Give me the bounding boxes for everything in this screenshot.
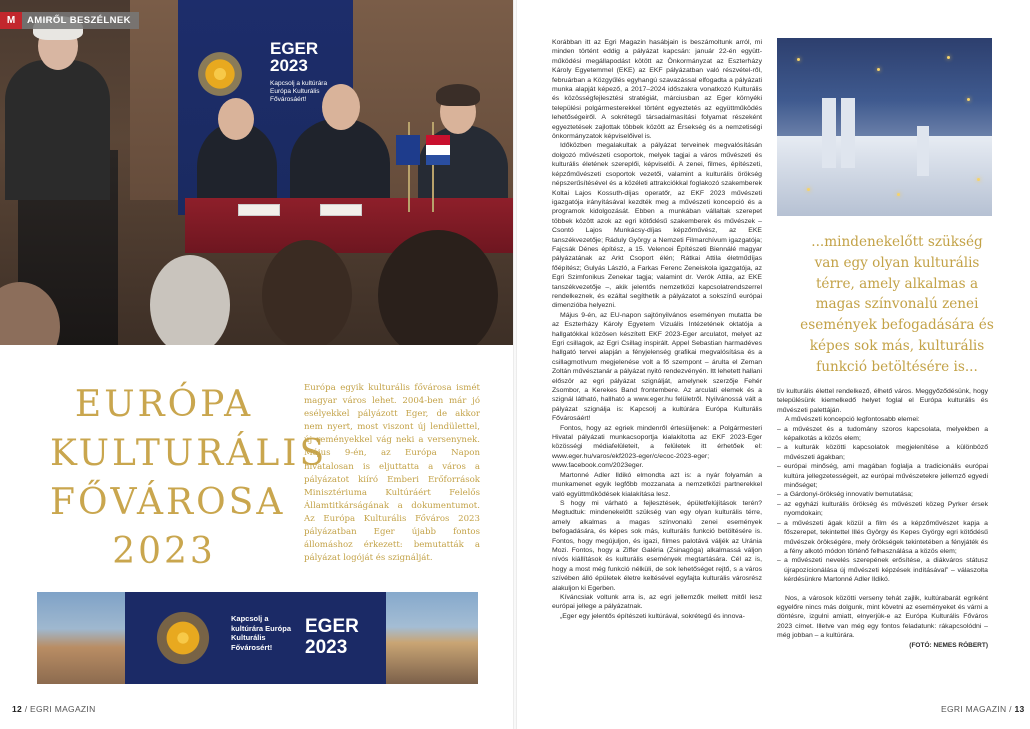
pull-quote: ...mindenekelőtt szükség van egy olyan kulturális térre, amely alkalmas a magas színvonalú zenei események befogadására és képes sok más, kulturális funkció betöltésére is... [800,234,994,375]
eu-flag-icon [396,135,420,165]
list-item: – a művészet és a tudomány szoros kapcsolata, melyekben a képalkotás a közös elem; [777,425,988,444]
hero-photo-press-conference [0,0,515,345]
paragraph: S hogy mi várható a fejlesztések, épületfelújítások terén? Megtudtuk: mindenekelőtt szükség van egy olyan kulturális térre, amely alkalmas a magas színvonalú zenei események befogadására, és képes sok más, kulturális funkció betöltésére is. Fontos, hogy megújuljon, és igazi, filmes palotává váljék az Uránia Mozi. Fontos, hogy a Ziffer Galéria (Zsinagóga) alkalmassá váljon nívós kiállítások és kulturális események megtartására. Cél az is, hogy a most még funkció nélküli, de sok lehetőséget rejtő, s a város szívében álló épületek életre keltésével egyfajta kulturális városrész alakuljon ki Egerben. [552,499,762,592]
paragraph: tív kulturális élettel rendelkező, élhető város. Meggyőződésünk, hogy településünk kiemelkedő helyet foglal el Európa kulturális és művészeti palettáján. [777,388,988,414]
paragraph: Nos, a városok közötti verseny tehát zajlik, kultúrabarát egriként egyelőre nincs más dolgunk, mint követni az eseményeket és várni a döntésre, izgulni amiatt, elnyerjük-e az Európa Kulturális Főváros 2023 címet. Illetve van még egy fontos feladatunk: rákapcsolódni – még jobban – a kultúrára. [777,594,988,640]
audience-member [150,255,230,345]
paragraph: Kíváncsiak voltunk arra is, az egri jellemzők mellett mitől lesz európai jellege a pályázatnak. [552,593,762,611]
list-item: – a kulturák közötti kapcsolatok megjelenítése a különböző művészeti ágakban; [777,443,988,462]
minaret [917,126,929,176]
paragraph: „Eger egy jelentős építészeti kultúrával, sokrétegű és innova- [560,612,745,620]
article-column-2 [777,387,988,650]
eger-2023-logo-strip [37,592,478,684]
section-label: AMIRŐL BESZÉLNEK [27,15,131,26]
strip-tagline: Kapcsolj a kultúrára Európa Kulturális Fővárosért! [231,614,292,652]
banner-logo: EGER 2023 [270,39,319,75]
section-tag [0,12,139,29]
list-item: – a művészeti ágak közül a film és a képzőművészet kapja a főszerepet, tekintettel Illés György és Kepes György egri kötődésű művészek örökségére, mely örökségek tekintetében a fényjáték és a fény alkotó módon történő felhasználása a közös elem; [777,519,988,557]
concept-list [777,425,988,585]
church-tower [822,98,836,168]
list-item: – európai minőség, ami magában foglalja a tradicionális európai kultúra jellegzetességeit, az európai művészetekre jellemző egyedi minőséget; [777,462,988,490]
star-logo-icon [186,40,254,108]
magazine-logo-icon: M [0,12,22,29]
paragraph: Martonné Adler Ildikó elmondta azt is: a nyár folyamán a munkamenet egyik legfőbb mozzanata a nemzetközi partnerekkel való együttműködések kialakítása lesz. [552,471,762,498]
audience-member [262,240,352,345]
page-number-right: EGRI MAGAZIN / 13 [941,704,1025,714]
panel-member-center [290,118,390,208]
page-number-left: 12 / EGRI MAGAZIN [12,704,96,714]
paragraph: Fontos, hogy az egriek mindenről értesüljenek: a Polgármesteri Hivatal pályázati munkacsoportja kialakította az EKF 2023-Eger közösségi médiafelületeit, a felületek itt érhetőek el: www.eger.hu/varos/ekf2023-eger/c/ecoc-2023-eger; www.facebook.com/2023eger. [552,424,762,470]
city-photo-left [37,592,125,684]
eger-night-panorama-photo [777,38,992,216]
strip-logo: EGER 2023 [305,616,359,658]
list-intro: A művészeti koncepció legfontosabb elemei: [785,416,920,424]
photo-credit: (FOTÓ: NEMES RÓBERT) [909,641,988,649]
article-title: EURÓPA KULTURÁLIS FŐVÁROSA 2023 [50,384,328,572]
paragraph: Korábban itt az Egri Magazin hasábjain is beszámoltunk arról, mi minden történt eddig a pályázat kapcsán: január 22-én együtt-működési megállapodást kötött az Önkormányzat az Eszterházy Károly Egyetemmel (EKE) az EKF pályázatban való részvétel-ről, februárban a Közgyűlés egyhangú szavazással elfogadta a pályázati munka alapját képező, a 2017–2024 időszakra vonatkozó Kulturális és közösségfejlesztési stratégiát, márciusban az Eger környéki települési polgármesterekkel történt egyeztetés az együttműködés lehetőségeiről. A sokrétegű társadalmasítási folyamat részeként egyeztetések zajlottak többek között az Érsekség és a nemzetiségi önkormányzatok képviselőivel is. [552,39,762,141]
banner-tagline: Kapcsolj a kultúrára Európa Kulturális Fővárosáért! [270,80,328,103]
nameplate [320,204,362,216]
nameplate [238,204,280,216]
article-column-1 [552,38,762,621]
church-tower [841,98,855,168]
star-logo-icon [145,600,221,676]
list-item: – az egyházi kulturális örökség és művészeti közeg Pyrker érsek nyomdokain; [777,500,988,519]
speaker [5,60,110,200]
list-item: – a Gárdonyi-örökség innovatív bemutatása; [777,490,988,499]
city-photo-right [386,592,478,684]
list-item: – a művészeti nevelés szerepének erősítése, a diákváros státusz újrapozícionálása új művészeti képzések indításával” – válaszolta kérdésünkre Martonné Adler Ildikó. [777,556,988,584]
spine-gutter [513,0,517,729]
paragraph: Időközben megalakultak a pályázat terveinek megvalósításán dolgozó művészeti csoportok, melyek tagjai a város művészeti és kulturális életének szereplői, képviselői. A zenei, filmes, építészeti, képzőművészeti csoportok vezetői, valamint a kulturális örökség népszerűsítésével és a közéleti attrakciókkal foglakozó szakemberek Koltai Lajos Kossuth-díjas operatőr, az EKF 2023 művészeti igazgatója irányításával kezdték meg a művészeti koncepció és a programok kidolgozását. Ebben a munkában vállaltak szerepet többek között azok az egri kötődésű szakemberek és művészek – Csontó Lajos Munkácsy-díjas képzőművész, az EKE tanszékvezetője; Ráduly György a Nemzeti Filmarchívum igazgatója; Fajcsák Dénes építész, a 15. Velencei Építészeti Biennálé magyar pályázatának az Arkt Csoport élén; Rátkai Attila életműdíjas főépítész; Gulyás László, a Farkas Ferenc Zeneiskola igazgatója, az Egri Szimfonikus Zenekar tagja; valamint dr. Verók Attila, az EKE tanszékvezetője –, akik jelentős nemzetközi kapcsolatrendszerrel rendelkeznek, és ezáltal segíthetik a pályázatot a sokszínű európai dimenzióba helyezni. [552,142,762,310]
city-flag-icon [426,135,450,165]
article-lead: Európa egyik kulturális fővárosa ismét magyar város lehet. 2004-ben már jó esélyekkel pályázott Eger, de akkor nem nyert, most viszont új lendülettel, új reményekkel vág neki a versenynek. Május 9-én, az Európa Napon hivatalosan is eljuttatta a város a pályázatot kiíró Emberi Erőforrások Minisztériuma Kultúráért Felelős Államtitkárságának a dokumentumot. Az Európa Kulturális Főváros 2023 pályázatban Eger újabb fontos állomáshoz érkezett: bemutatták a pályázat logóját és szignálját. [304,383,480,564]
paragraph: Május 9-én, az EU-napon sajtónyilvános eseményen mutatta be az Eszterházy Károly Egyetem Vizuális Intézetének oktatója a hallgatókkal közösen készített EKF 2023-Eger arculatot, melyet az Egri csillagok, az Egri Csillag inspirált. Appel Sebastian harmadéves hallgató tervei alapján a fényjelenség grafikai megvalósítása és a csillagmotívum megjelenése volt a fő szempont – árulta el Zeman Zoltán művésztanár a pályázat nyitó rendezvényén. Itt lehetett hallani először az egri pályázat szignálját, amelynek szerzője Fehér Zsombor, a Kerekes Band frontembere. Az arculati elemek és a szignál látható, hallható a www.eger.hu felületről. Nyilvánossá vált a pályázat szignálja is: Kapcsolj a kultúrára Európa Kulturális Fővárosáért! [552,311,762,423]
